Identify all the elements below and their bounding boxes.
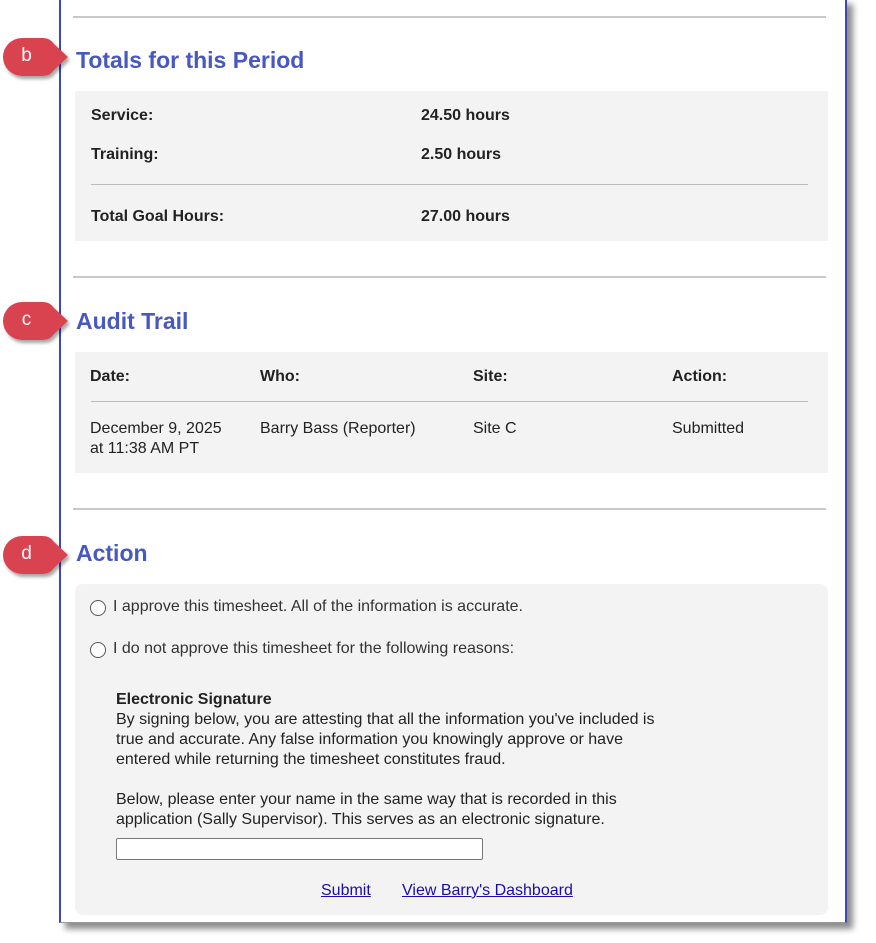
signature-attestation: By signing below, you are attesting that all the information you've included is true and accurate. Any false information you knowingly approve or have entered while returning the timesheet constitutes fraud. (116, 711, 655, 768)
audit-panel (75, 352, 828, 473)
approve-radio[interactable] (90, 600, 106, 616)
total-goal-value: 27.00 hours (421, 208, 510, 225)
service-label: Service: (91, 107, 154, 124)
audit-title: Audit Trail (76, 308, 189, 334)
reject-label[interactable]: I do not approve this timesheet for the following reasons: (113, 640, 515, 657)
signature-title: Electronic Signature (116, 691, 272, 708)
training-value: 2.50 hours (421, 146, 502, 163)
audit-action: Submitted (672, 420, 745, 437)
signature-instructions: Below, please enter your name in the same way that is recorded in this application (Sally Supervisor). This serves as an electronic signature. (116, 791, 617, 828)
view-dashboard-link[interactable]: View Barry's Dashboard (402, 882, 573, 899)
audit-header-action: Action: (672, 368, 728, 385)
totals-title: Totals for this Period (76, 47, 305, 73)
callout-b (3, 38, 63, 76)
audit-site: Site C (473, 420, 517, 437)
service-value: 24.50 hours (421, 107, 510, 124)
callout-letter: c (21, 309, 32, 330)
callout-letter: b (21, 45, 32, 66)
signature-input[interactable] (116, 838, 483, 860)
audit-header-site: Site: (473, 368, 508, 385)
section-divider (73, 276, 826, 278)
action-title: Action (76, 540, 148, 566)
callout-d (3, 536, 63, 574)
reject-radio[interactable] (90, 642, 106, 658)
audit-divider (91, 401, 808, 402)
totals-panel (75, 91, 828, 241)
audit-time: at 11:38 AM PT (90, 440, 200, 457)
total-goal-label: Total Goal Hours: (91, 208, 225, 225)
callout-c (3, 302, 63, 340)
audit-who: Barry Bass (Reporter) (260, 420, 416, 437)
training-label: Training: (91, 146, 159, 163)
totals-divider (91, 184, 808, 185)
audit-header-who: Who: (260, 368, 300, 385)
audit-date: December 9, 2025 (90, 420, 222, 437)
approve-label[interactable]: I approve this timesheet. All of the information is accurate. (113, 598, 523, 615)
audit-header-date: Date: (90, 368, 131, 385)
callout-letter: d (21, 543, 32, 564)
submit-link[interactable]: Submit (321, 882, 371, 899)
section-divider (73, 16, 826, 18)
section-divider (73, 508, 826, 510)
